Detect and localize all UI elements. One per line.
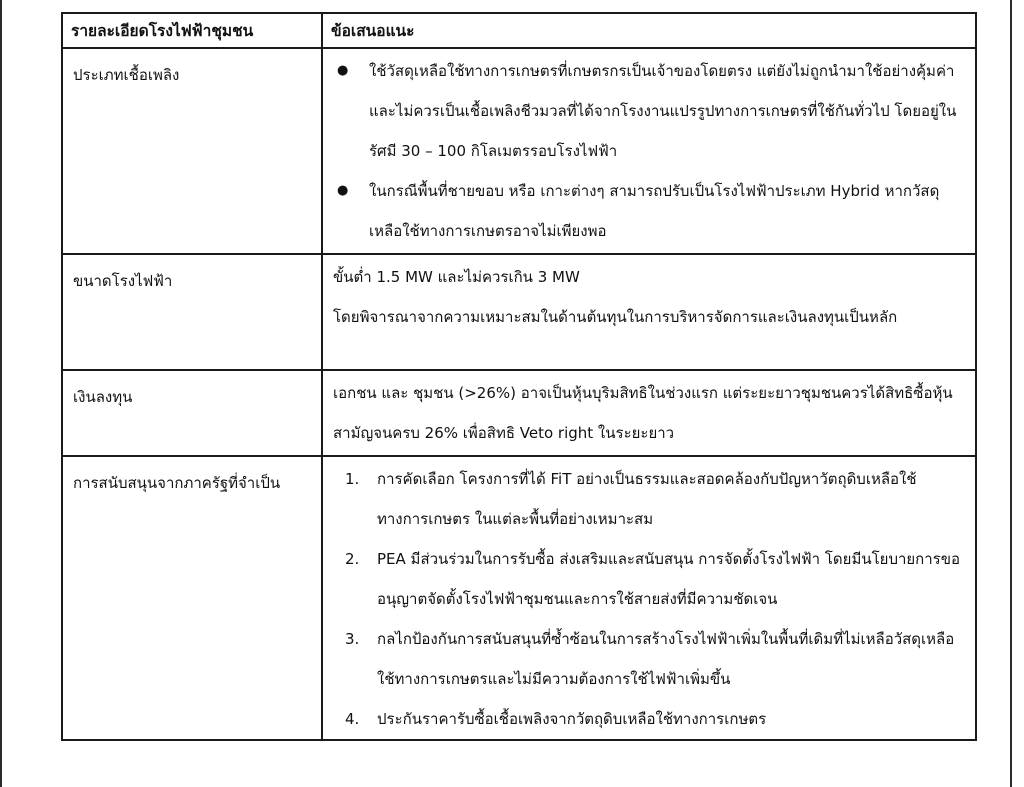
numbered-text: PEA มีส่วนร่วมในการรับซื้อ ส่งเสริมและสนับสนุน การจัดตั้งโรงไฟฟ้า โดยมีนโยบายการขออนุญาตจัดตั้งโรงไฟฟ้าชุมชนและการใช้สายส่งที่มีความชัดเจน <box>377 550 961 608</box>
table-header-row <box>62 13 976 48</box>
item-number: 4. <box>345 710 360 728</box>
numbered-text: กลไกป้องกันการสนับสนุนที่ซ้ำซ้อนในการสร้างโรงไฟฟ้าเพิ่มในพื้นที่เดิมที่ไม่เหลือวัสดุเหลือใช้ทางการเกษตรและไม่มีความต้องการใช้ไฟฟ้าเพิ่มขึ้น <box>377 630 955 688</box>
bullet-icon: ● <box>337 63 349 78</box>
row-label: ขนาดโรงไฟฟ้า <box>62 254 322 370</box>
numbered-item <box>333 699 965 739</box>
table-row <box>62 48 976 254</box>
header-recommendations: ข้อเสนอแนะ <box>322 13 976 48</box>
bullet-item <box>333 171 965 251</box>
row-label: การสนับสนุนจากภาครัฐที่จำเป็น <box>62 456 322 740</box>
row-content <box>322 456 976 740</box>
item-number: 1. <box>345 470 360 488</box>
row-content <box>322 370 976 456</box>
row-content <box>322 254 976 370</box>
page-edge-left <box>0 0 2 787</box>
header-details: รายละเอียดโรงไฟฟ้าชุมชน <box>62 13 322 48</box>
bullet-text: ในกรณีพื้นที่ชายขอบ หรือ เกาะต่างๆ สามารถปรับเป็นโรงไฟฟ้าประเภท Hybrid หากวัสดุเหลือใช้ทางการเกษตรอาจไม่เพียงพอ <box>369 182 940 240</box>
row-content <box>322 48 976 254</box>
page-edge-right <box>1010 0 1012 787</box>
bullet-text: ใช้วัสดุเหลือใช้ทางการเกษตรที่เกษตรกรเป็นเจ้าของโดยตรง แต่ยังไม่ถูกนำมาใช้อย่างคุ้มค่า และไม่ควรเป็นเชื้อเพลิงชีวมวลที่ได้จากโรงงานแปรรูปทางการเกษตรที่ใช้กันทั่วไป โดยอยู่ในรัศมี 30 – 100 กิโลเมตรรอบโรงไฟฟ้า <box>369 62 957 160</box>
recommendations-table <box>61 12 977 741</box>
table-row <box>62 254 976 370</box>
table-row <box>62 370 976 456</box>
bullet-item <box>333 51 965 171</box>
row-label: เงินลงทุน <box>62 370 322 456</box>
content-text: เอกชน และ ชุมชน (>26%) อาจเป็นหุ้นบุริมสิทธิในช่วงแรก แต่ระยะยาวชุมชนควรได้สิทธิซื้อหุ้นสามัญจนครบ 26% เพื่อสิทธิ Veto right ในระยะยาว <box>333 384 953 442</box>
numbered-item <box>333 619 965 699</box>
bullet-icon: ● <box>337 183 349 198</box>
item-number: 2. <box>345 550 360 568</box>
numbered-text: ประกันราคารับซื้อเชื้อเพลิงจากวัตถุดิบเหลือใช้ทางการเกษตร <box>377 710 767 728</box>
item-number: 3. <box>345 630 360 648</box>
content-line: ขั้นต่ำ 1.5 MW และไม่ควรเกิน 3 MW <box>333 268 580 286</box>
numbered-text: การคัดเลือก โครงการที่ได้ FiT อย่างเป็นธรรมและสอดคล้องกับปัญหาวัตถุดิบเหลือใช้ทางการเกษตร ในแต่ละพื้นที่อย่างเหมาะสม <box>377 470 917 528</box>
numbered-item <box>333 539 965 619</box>
content-line: โดยพิจารณาจากความเหมาะสมในด้านต้นทุนในการบริหารจัดการและเงินลงทุนเป็นหลัก <box>333 308 898 326</box>
numbered-item <box>333 459 965 539</box>
table-row <box>62 456 976 740</box>
row-label: ประเภทเชื้อเพลิง <box>62 48 322 254</box>
